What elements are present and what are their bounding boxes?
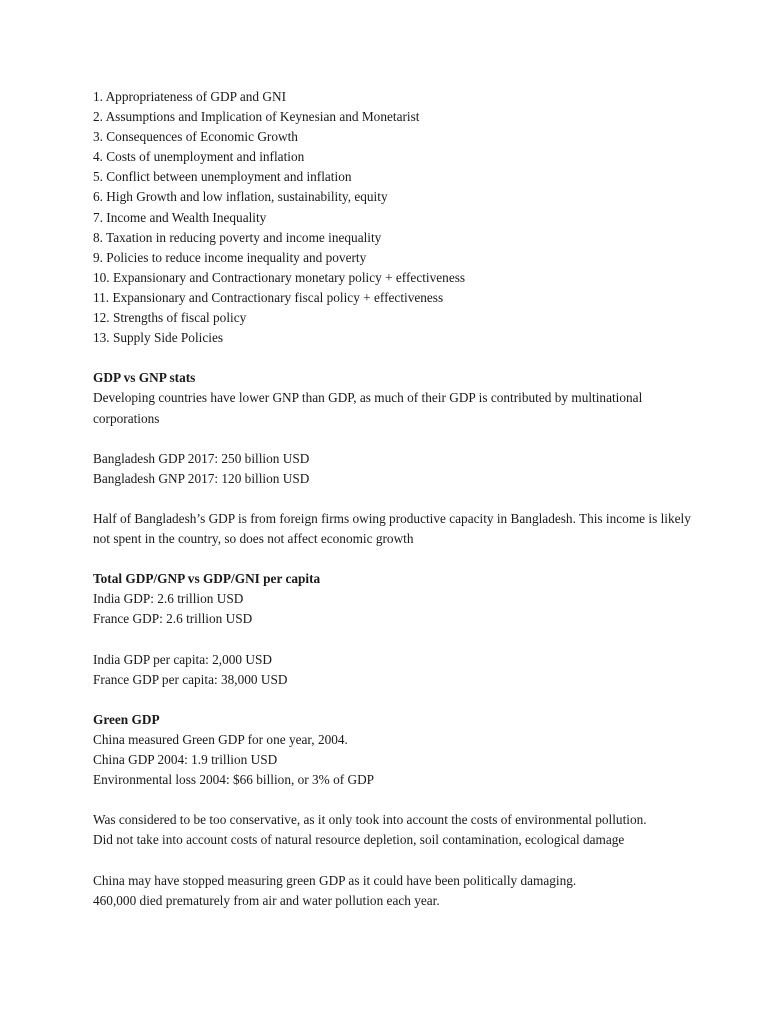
topic-item: 13. Supply Side Policies	[93, 330, 224, 346]
stat-line: India GDP: 2.6 trillion USD	[93, 591, 244, 607]
topic-item: 2. Assumptions and Implication of Keynesian and Monetarist	[93, 109, 420, 125]
topic-item: 9. Policies to reduce income inequality and poverty	[93, 249, 367, 265]
topic-item: 11. Expansionary and Contractionary fiscal policy + effectiveness	[93, 289, 444, 305]
stat-line: Bangladesh GDP 2017: 250 billion USD	[93, 450, 310, 466]
stat-line: France GDP per capita: 38,000 USD	[93, 671, 288, 687]
topic-item: 12. Strengths of fiscal policy	[93, 310, 247, 326]
spacer	[93, 348, 693, 368]
stat-line: France GDP: 2.6 trillion USD	[93, 611, 253, 627]
topic-item: 1. Appropriateness of GDP and GNI	[93, 89, 287, 104]
topic-item: 6. High Growth and low inflation, sustainability, equity	[93, 189, 388, 205]
spacer	[93, 489, 693, 509]
fact-line: China measured Green GDP for one year, 2004.	[93, 732, 348, 747]
paragraph-line: 460,000 died prematurely from air and water pollution each year.	[93, 892, 440, 908]
spacer	[93, 630, 693, 650]
section-heading: Green GDP	[93, 711, 160, 727]
stat-line: Bangladesh GNP 2017: 120 billion USD	[93, 470, 310, 486]
topic-item: 10. Expansionary and Contractionary monetary policy + effectiveness	[93, 269, 466, 285]
stat-line: India GDP per capita: 2,000 USD	[93, 651, 272, 667]
topic-item: 8. Taxation in reducing poverty and income inequality	[93, 229, 382, 245]
gdp-vs-gnp-section	[93, 368, 693, 549]
topic-item: 3. Consequences of Economic Growth	[93, 129, 298, 145]
topic-item: 7. Income and Wealth Inequality	[93, 209, 267, 225]
fact-line: China GDP 2004: 1.9 trillion USD	[93, 752, 278, 768]
topic-list	[93, 87, 693, 348]
section-heading: GDP vs GNP stats	[93, 370, 196, 386]
spacer	[93, 690, 693, 710]
paragraph-line: Was considered to be too conservative, as it only took into account the costs of environmental pollution.	[93, 812, 647, 828]
paragraph-line: China may have stopped measuring green GDP as it could have been politically damaging.	[93, 872, 577, 888]
spacer	[93, 790, 693, 810]
paragraph-line: Did not take into account costs of natural resource depletion, soil contamination, ecological damage	[93, 832, 625, 848]
paragraph: Half of Bangladesh’s GDP is from foreign firms owing productive capacity in Bangladesh. This income is likely not spent in the country, so does not affect economic growth	[93, 510, 691, 547]
spacer	[93, 851, 693, 871]
topic-item: 4. Costs of unemployment and inflation	[93, 149, 305, 165]
paragraph: Developing countries have lower GNP than GDP, as much of their GDP is contributed by multinational corporations	[93, 390, 643, 426]
green-gdp-section	[93, 710, 693, 911]
section-heading: Total GDP/GNP vs GDP/GNI per capita	[93, 571, 321, 587]
topic-item: 5. Conflict between unemployment and inflation	[93, 169, 352, 185]
spacer	[93, 429, 693, 449]
total-vs-per-capita-section	[93, 569, 693, 690]
document-page	[93, 87, 693, 911]
spacer	[93, 549, 693, 569]
fact-line: Environmental loss 2004: $66 billion, or 3% of GDP	[93, 772, 375, 788]
